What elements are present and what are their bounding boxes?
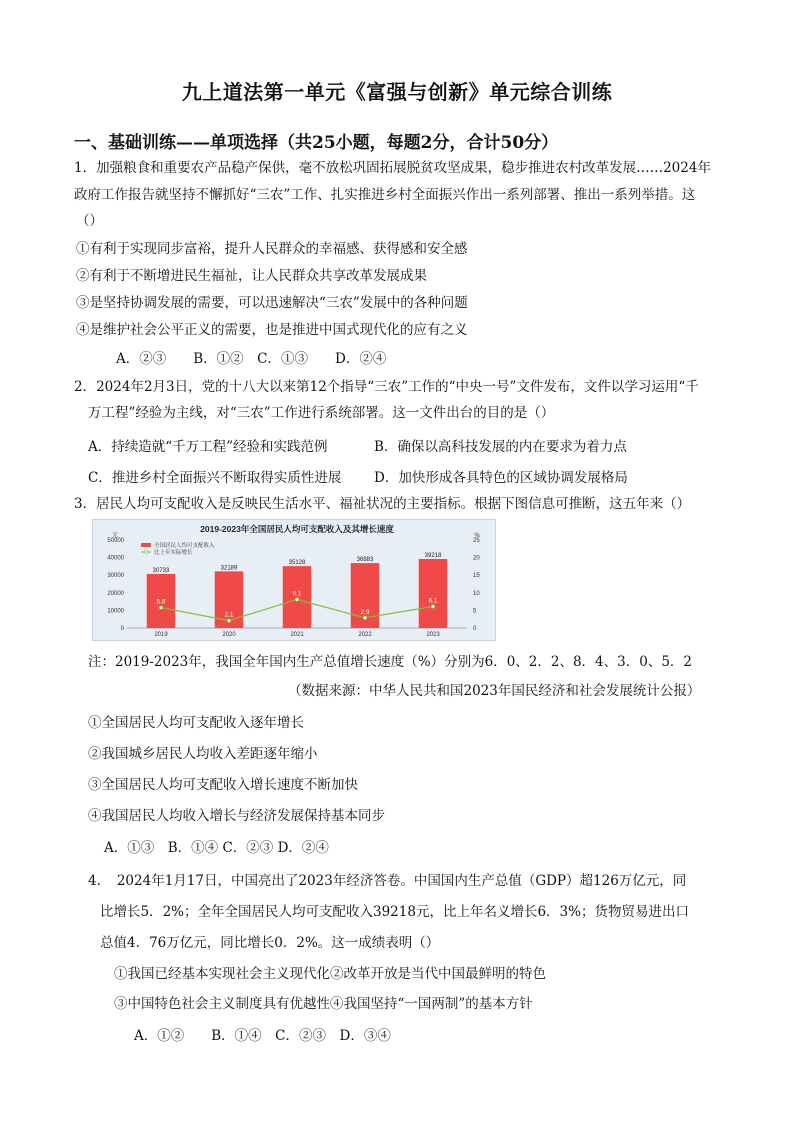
q2-stem-line1: 2．2024年2月3日，党的十八大以来第12个指导“三农”工作的“中央一号”文件发布，文件以学习运用“千 <box>74 379 699 395</box>
chart-bar-value-label: 35128 <box>288 560 306 567</box>
section-title: 一、基础训练——单项选择（共25小题，每题2分，合计50分） <box>74 133 559 153</box>
chart-bar-value-label: 30733 <box>152 567 170 574</box>
chart-legend-line-marker <box>145 551 148 554</box>
q3-statement-4: ④我国居民人均收入增长与经济发展保持基本同步 <box>88 808 385 824</box>
chart-bar-value-label: 36883 <box>356 557 374 564</box>
q2-option-a: A．持续造就“千万工程”经验和实践范例 <box>88 439 328 455</box>
q4-statements-3-4: ③中国特色社会主义制度具有优越性④我国坚持“一国两制”的基本方针 <box>114 996 533 1012</box>
chart-right-tick-label: 25 <box>473 538 480 544</box>
chart-right-tick-label: 15 <box>473 573 480 580</box>
q4-options: A．①② B．①④ C．②③ D．③④ <box>134 1028 391 1044</box>
q3-statement-2: ②我国城乡居民人均收入差距逐年缩小 <box>88 746 318 762</box>
chart-growth-value-label: 5.8 <box>156 598 166 606</box>
chart-growth-point <box>227 619 231 623</box>
chart-category-label: 2023 <box>426 632 440 638</box>
q4-stem-line1: 4． 2024年1月17日，中国亮出了2023年经济答卷。中国国内生产总值（GDP）超126万亿元，同 <box>88 873 687 889</box>
chart-legend-bar-swatch <box>141 543 151 547</box>
q2-option-c: C．推进乡村全面振兴不断取得实质性进展 <box>88 470 342 486</box>
q1-stem-line2: 政府工作报告就坚持不懈抓好“三农”工作、扎实推进乡村全面振兴作出一系列部署、推出一系列举措。这 <box>74 187 696 203</box>
chart-legend-bar-label: 全国居民人均可支配收入 <box>154 543 215 549</box>
q3-statement-1: ①全国居民人均可支配收入逐年增长 <box>88 715 304 731</box>
chart-category-label: 2019 <box>154 632 168 638</box>
chart-right-tick-label: 5 <box>473 608 477 615</box>
chart-growth-value-label: 6.1 <box>428 597 438 605</box>
chart-right-unit: % <box>474 533 480 539</box>
chart-right-tick-label: 0 <box>473 626 477 632</box>
chart-bar-value-label: 32189 <box>220 565 238 572</box>
q2-option-d: D．加快形成各具特色的区域协调发展格局 <box>374 470 628 486</box>
chart-left-tick-label: 20000 <box>107 590 124 597</box>
chart-category-label: 2022 <box>358 632 372 638</box>
chart-left-tick-label: 40000 <box>107 555 124 562</box>
q1-statement-3: ③是坚持协调发展的需要，可以迅速解决“三农”发展中的各种问题 <box>76 295 468 311</box>
q1-options: A．②③ B．①② C．①③ D．②④ <box>116 351 387 367</box>
chart-growth-value-label: 8.1 <box>292 590 302 598</box>
q3-options: A．①③ B．①④ C．②③ D．②④ <box>104 840 329 856</box>
chart-category-label: 2021 <box>290 632 304 638</box>
chart-growth-point <box>159 606 163 610</box>
chart-title: 2019-2023年全国居民人均可支配收入及其增长速度 <box>200 524 394 534</box>
chart-legend <box>141 541 215 556</box>
chart-left-tick-label: 0 <box>120 626 124 632</box>
q2-option-b: B．确保以高科技发展的内在要求为着力点 <box>374 439 627 455</box>
chart-left-unit: 元 <box>111 533 119 539</box>
chart-growth-value-label: 2.9 <box>360 608 370 616</box>
chart-growth-point <box>295 598 299 602</box>
chart-right-tick-label: 10 <box>473 590 480 597</box>
income-chart <box>92 519 496 641</box>
chart-left-tick-label: 30000 <box>107 573 124 580</box>
q1-stem-line3: （） <box>76 213 103 229</box>
chart-growth-value-label: 2.1 <box>224 611 234 619</box>
income-chart-svg <box>93 520 495 640</box>
q1-statement-1: ①有利于实现同步富裕，提升人民群众的幸福感、获得感和安全感 <box>76 241 468 257</box>
q1-stem-line1: 1．加强粮食和重要农产品稳产保供，毫不放松巩固拓展脱贫攻坚成果，稳步推进农村改革发展……2024年 <box>74 160 711 176</box>
chart-growth-point <box>363 616 367 620</box>
q1-statement-4: ④是维护社会公平正义的需要，也是推进中国式现代化的应有之义 <box>76 322 468 338</box>
chart-left-tick-label: 50000 <box>107 538 124 544</box>
q3-source: （数据来源：中华人民共和国2023年国民经济和社会发展统计公报） <box>288 683 701 699</box>
page-title: 九上道法第一单元《富强与创新》单元综合训练 <box>181 80 613 104</box>
q4-stem-line2: 比增长5．2%；全年全国居民人均可支配收入39218元，比上年名义增长6．3%；货物贸易进出口 <box>100 904 689 920</box>
chart-growth-point <box>431 605 435 609</box>
q4-stem-line3: 总值4．76万亿元，同比增长0．2%。这一成绩表明（） <box>100 935 440 951</box>
chart-left-tick-label: 10000 <box>107 608 124 615</box>
q3-stem-line1: 3．居民人均可支配收入是反映民生活水平、福祉状况的主要指标。根据下图信息可推断，这五年来（） <box>74 496 691 512</box>
q3-statement-3: ③全国居民人均可支配收入增长速度不断加快 <box>88 777 358 793</box>
q2-stem-line2: 万工程”经验为主线，对“三农”工作进行系统部署。这一文件出台的目的是（） <box>88 405 555 421</box>
q1-statement-2: ②有利于不断增进民生福祉，让人民群众共享改革发展成果 <box>76 268 427 284</box>
chart-category-label: 2020 <box>222 632 236 638</box>
q4-statements-1-2: ①我国已经基本实现社会主义现代化②改革开放是当代中国最鲜明的特色 <box>114 966 546 982</box>
q3-note: 注：2019-2023年，我国全年国内生产总值增长速度（%）分别为6．0、2．2、8．4、3．0、5．2 <box>88 654 692 670</box>
chart-legend-line-label: 比上年实际增长 <box>154 550 193 556</box>
chart-right-tick-label: 20 <box>473 555 480 562</box>
chart-bar <box>419 559 448 628</box>
chart-bar-value-label: 39218 <box>424 552 442 559</box>
